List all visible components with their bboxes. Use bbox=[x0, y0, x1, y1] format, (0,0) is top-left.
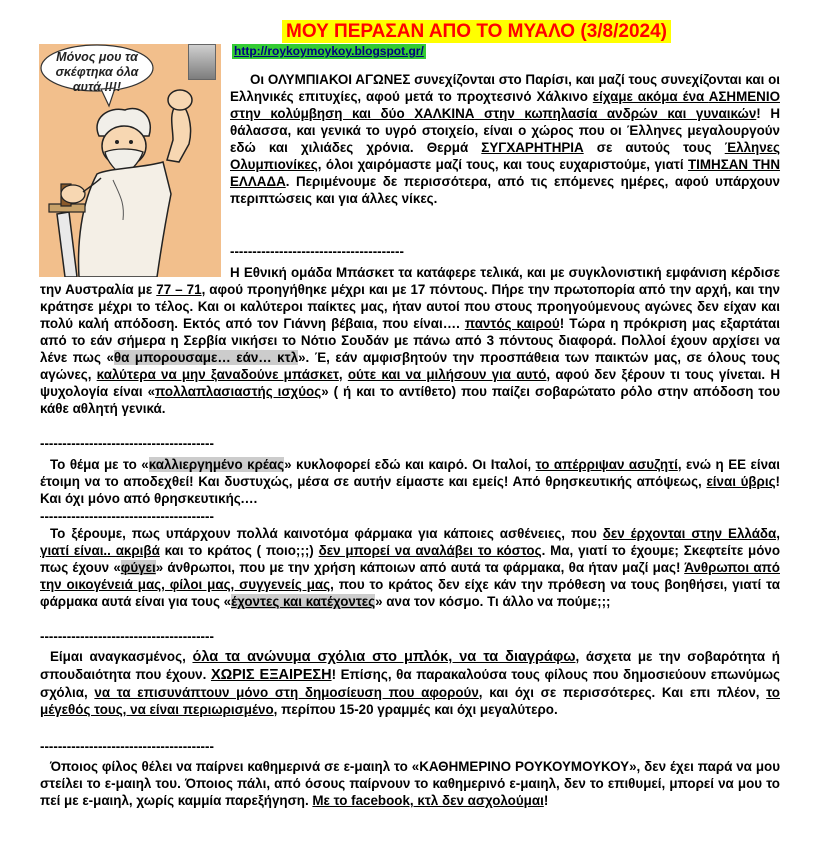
meat-cultivated: καλλιεργημένο κρέας bbox=[148, 457, 285, 472]
basket-text-3: ! Τώρα η πρόκριση μας εξαρτάται από το εάν σήμερα η Σερβία νικήσει το Νότιο Σουδάν με πάνω από 3 πόντους διαφορά. Πολλοί έχουν αρχίσει να λένε πως « bbox=[40, 316, 780, 365]
basket-text-6: » ( ή και το αντίθετο) που παίζει σοβαρώτατο ρόλο στην απόδοση του κάθε αθλητή γενικά. bbox=[40, 384, 780, 416]
email-facebook: Με το facebook, κτλ δεν ασχολούμαι bbox=[312, 793, 544, 808]
comments-text-2: , άσχετα με την σοβαρότητα ή σπουδαιότητα που έχουν. bbox=[40, 649, 780, 682]
olympics-text-2: είχαμε ακόμα ένα bbox=[592, 89, 709, 104]
page-title: ΜΟΥ ΠΕΡΑΣΑΝ ΑΠΟ ΤΟ ΜΥΑΛΟ (3/8/2024) bbox=[282, 20, 671, 43]
comments-attach: να τα επισυνάπτουν μόνο στη δημοσίευση που αφορούν bbox=[94, 685, 479, 700]
comments-text-4: , και όχι σε περισσότερες. Και επι πλέον, bbox=[478, 685, 767, 700]
comments-delete: όλα τα ανώνυμα σχόλια στο μπλόκ, να τα διαγράφω bbox=[192, 649, 576, 665]
comments-text-3: ! Επίσης, θα παρακαλούσα τους φίλους που δημοσιεύουν επωνύμως σχόλια, bbox=[40, 667, 780, 700]
basket-score: 77 – 71 bbox=[156, 282, 202, 297]
comments-size: το μέγεθός τους, να είναι περιωρισμένο bbox=[40, 685, 780, 717]
med-text-3: . Μα, γιατί το έχουμε; Σκεφτείτε μόνο πως έχουν « bbox=[40, 543, 781, 575]
med-not-coming: δεν έρχονται στην Ελλάδα, γιατί είναι.. ακριβά bbox=[40, 526, 780, 558]
basket-text-2: , αφού προηγήθηκε μέχρι και με 17 πόντους. Πήρε την πρωτοπορία από την αρχή, και την κράτησε μέχρι το τέλος. Και οι καλύτεροι παίκτες μας, ήταν αυτοί που στους προηγούμενους αγώνες δεν είχαν και πολύ καλή απόδοση. Εκτός από τον Γιάννη βέβαια, που είναι…. bbox=[40, 282, 780, 331]
med-text-6: » ανα τον κόσμο. Τι άλλο να πούμε;;; bbox=[375, 594, 611, 609]
olympics-rowing: στην κωπηλασία ανδρών και γυναικών bbox=[474, 106, 757, 121]
email-text-1: Όποιος φίλος θέλει να παίρνει καθημερινά σε ε-μαιηλ το «ΚΑΘΗΜΕΡΙΝΟ ΡΟΥΚΟΥΜΟΥΚΟΥ», δεν έχει παρά να μου στείλει το ε-μαιηλ του. Όποιος πάλι, από όσους παίρνουν το καθημερινό ε-μαιηλ, δεν το επιθυμεί, μπορεί να μου το πεί με ε-μαιηλ, χωρίς καμμία παρεξήγηση. bbox=[40, 759, 780, 808]
olympics-congrats: ΣΥΓΧΑΡΗΤΗΡΙΑ bbox=[481, 140, 584, 155]
olympics-honored: ΤΙΜΗΣΑΝ ΤΗΝ ΕΛΛΑΔΑ bbox=[230, 157, 781, 189]
med-text-1: Το ξέρουμε, πως υπάρχουν πολλά καινοτόμα φάρμακα για κάποιες ασθένειες, που bbox=[50, 526, 603, 541]
speech-bubble-text: Μόνος μου τα σκέφτηκα όλα αυτά !!!! bbox=[55, 50, 139, 94]
olympics-text-4: ! Η θάλασσα, και γενικά το υγρό στοιχείο, είναι ο χώρος που οι Έλληνες μεγαλουργούν εδώ και χιλιάδες χρόνια. Θερμά bbox=[230, 106, 780, 155]
olympics-text-1: Οι ΟΛΥΜΠΙΑΚΟΙ ΑΓΩΝΕΣ συνεχίζονται στο Παρίσι, και μαζί τους συνεχίζονται και οι Ελληνικές επιτυχίες, αφού μετά το προχτεσινό Χάλκινο bbox=[230, 72, 780, 104]
comments-text-5: , περίπου 15-20 γραμμές και όχι μεγαλύτερο. bbox=[273, 702, 558, 717]
paragraph-email bbox=[40, 758, 780, 809]
med-gone: φύγει bbox=[120, 560, 156, 575]
olympics-text-5: σε αυτούς τους bbox=[583, 140, 725, 155]
med-text-4: » άνθρωποι, που με την χρήση κάποιων από αυτά τα φάρμακα, θα ήταν μαζί μας! bbox=[155, 560, 685, 575]
basket-multiplier: πολλαπλασιαστής ισχύος bbox=[155, 384, 322, 399]
email-text-2: ! bbox=[543, 793, 549, 808]
med-family: Άνθρωποι από την οικογένειά μας, φίλοι μας, συγγενείς μας bbox=[40, 560, 780, 592]
paragraph-olympics bbox=[230, 71, 780, 207]
separator: --------------------------------------- bbox=[40, 509, 214, 524]
basket-text-5: , αφού δεν ξέρουν τι τους γίνεται. Η ψυχολογία είναι « bbox=[40, 367, 780, 399]
paragraph-meat bbox=[40, 456, 780, 507]
olympics-silver: ΑΣΗΜΕΝΙΟ bbox=[708, 89, 780, 104]
olympics-bronze: ΧΑΛΚΙΝΑ bbox=[414, 106, 475, 121]
med-text-5: , που το κράτος δεν είχε κάν την πρόθεση να τους βοηθήσει, γιατί τα φάρμακα αυτά είναι για τους « bbox=[40, 577, 781, 609]
med-text-2: και το κράτος ( ποιο;;;) bbox=[159, 543, 319, 558]
separator: --------------------------------------- bbox=[40, 739, 214, 754]
meat-rejected: το απέρριψαν ασυζητί bbox=[535, 457, 678, 472]
med-wealthy: έχοντες και κατέχοντες bbox=[231, 594, 376, 609]
basket-always: παντός καιρού bbox=[464, 316, 560, 331]
olympics-text-3: στην κολύμβηση και δύο bbox=[230, 106, 415, 121]
meat-text-3: , ενώ η ΕΕ είναι έτοιμη να το αποδεχθεί! Και δυστυχώς, μέσα σε αυτήν είμαστε και εμείς! Από θρησκευτικής απόψεως, bbox=[40, 457, 780, 489]
separator: --------------------------------------- bbox=[40, 629, 214, 644]
paragraph-basketball bbox=[40, 264, 780, 417]
basket-comma: , bbox=[338, 367, 348, 382]
comments-text-1: Είμαι αναγκασμένος, bbox=[50, 649, 193, 664]
comments-no-exception: ΧΩΡΙΣ ΕΞΑΙΡΕΣΗ bbox=[210, 667, 332, 683]
olympics-winners: Έλληνες Ολυμπιονίκες bbox=[230, 140, 780, 172]
separator: --------------------------------------- bbox=[40, 436, 214, 451]
basket-text-1: Η Εθνική ομάδα Μπάσκετ τα κατάφερε τελικά, και με συγκλονιστική εμφάνιση κέρδισε την Αυστραλία με bbox=[40, 265, 780, 297]
basket-not-talk: ούτε και να μιλήσουν για αυτό bbox=[347, 367, 547, 382]
basket-could: θα μπορουσαμε… εάν… κτλ bbox=[113, 350, 299, 365]
meat-text-1: Το θέμα με το « bbox=[50, 457, 149, 472]
separator: --------------------------------------- bbox=[230, 244, 404, 259]
blog-link[interactable]: http://roykoymoykoy.blogspot.gr/ bbox=[234, 44, 424, 58]
paragraph-comments bbox=[40, 648, 780, 718]
paragraph-medicines bbox=[40, 525, 780, 610]
basket-never-watch: καλύτερα να μην ξαναδούνε μπάσκετ bbox=[96, 367, 339, 382]
med-cost: δεν μπορεί να αναλάβει το κόστος bbox=[318, 543, 542, 558]
basket-text-4: ». Έ, εάν αμφισβητούν την προσπάθεια των παικτών μας, σε όλους τους αγώνες, bbox=[40, 350, 780, 382]
meat-text-4: ! Και όχι μόνο από θρησκευτικής.… bbox=[40, 474, 780, 506]
olympics-text-7: . Περιμένουμε δε περισσότερα, από τις επόμενες ημέρες, αφού υπάρχουν περιπτώσεις και για άλλες νίκες. bbox=[230, 174, 780, 206]
meat-text-2: » κυκλοφορεί εδώ και καιρό. Οι Ιταλοί, bbox=[284, 457, 536, 472]
olympics-text-6: , όλοι χαιρόμαστε μαζί τους, και τους ευχαριστούμε, γιατί bbox=[317, 157, 688, 172]
meat-hubris: είναι ύβρις bbox=[706, 474, 776, 489]
author-avatar bbox=[188, 44, 216, 80]
